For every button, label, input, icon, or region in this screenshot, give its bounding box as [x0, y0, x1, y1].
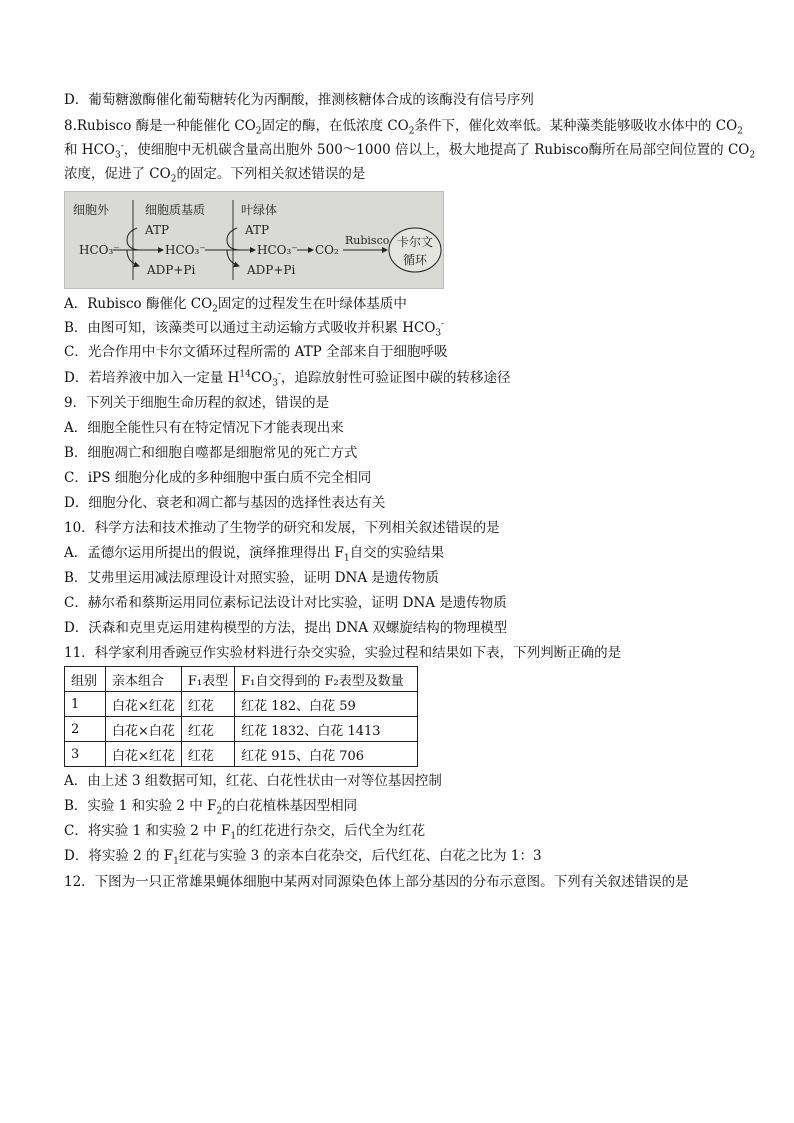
cell-group: 2	[65, 717, 106, 742]
table-header-row	[65, 667, 418, 692]
q10-option-b: B．艾弗里运用减法原理设计对照实验，证明 DNA 是遗传物质	[64, 570, 439, 586]
q11-option-b: B．实验 1 和实验 2 中 $F_2$的白花植株基因型相同	[64, 798, 358, 817]
atp-label-2: ATP	[245, 223, 270, 237]
header-parents: 亲本组合	[106, 667, 182, 692]
table-row	[65, 742, 418, 767]
cell-parents: 白花×红花	[106, 692, 182, 717]
adp-label-2: ADP+Pi	[247, 263, 296, 277]
q8-stem-line2: 和 $HCO_3^-$，使细胞中无机碳含量高出胞外 500～1000 倍以上，极大地提高了 Rubisco酶所在局部空间位置的 $CO_2$	[64, 141, 756, 161]
cell-group: 3	[65, 742, 106, 767]
atp-label-1: ATP	[145, 223, 170, 237]
label-outside: 细胞外	[73, 203, 110, 217]
q9-option-a: A．细胞全能性只有在特定情况下才能表现出来	[64, 420, 344, 436]
cell-f1: 红花	[181, 717, 234, 742]
d7-option: D．葡萄糖激酶催化葡萄糖转化为丙酮酸，推测核糖体合成的该酶没有信号序列	[64, 92, 534, 108]
q8-option-b: B．由图可知，该藻类可以通过主动运输方式吸收并积累 $HCO_3^-$	[64, 319, 445, 339]
cross-results-table	[64, 666, 418, 767]
cell-f1: 红花	[181, 692, 234, 717]
cell-parents: 白花×红花	[106, 742, 182, 767]
header-group: 组别	[65, 667, 106, 692]
adp-label-1: ADP+Pi	[147, 263, 196, 277]
hco3-matrix: HCO₃⁻	[165, 243, 206, 257]
cell-f2: 红花 915、白花 706	[235, 742, 418, 767]
q11-stem: 11．科学家利用香豌豆作实验材料进行杂交实验，实验过程和结果如下表，下列判断正确的是	[64, 645, 622, 661]
hco3-outside: HCO₃⁻	[79, 243, 120, 257]
rubisco-label: Rubisco	[345, 234, 390, 247]
q9-option-c: C．iPS 细胞分化成的多种细胞中蛋白质不完全相同	[64, 470, 372, 486]
q11-option-d: D．将实验 2 的 $F_1$红花与实验 3 的亲本白花杂交，后代红花、白花之比为 1：3	[64, 848, 542, 867]
header-f1-phenotype: F₁表型	[181, 667, 234, 692]
q10-option-c: C．赫尔希和蔡斯运用同位素标记法设计对比实验，证明 DNA 是遗传物质	[64, 595, 507, 611]
q10-option-a: A．孟德尔运用所提出的假说，演绎推理得出 $F_1$自交的实验结果	[64, 545, 445, 564]
q11-option-a: A．由上述 3 组数据可知，红花、白花性状由一对等位基因控制	[64, 773, 442, 789]
carbon-transport-diagram	[64, 191, 444, 289]
label-cytoplasm-matrix: 细胞质基质	[145, 203, 206, 217]
q9-stem: 9．下列关于细胞生命历程的叙述，错误的是	[64, 395, 330, 411]
q10-option-d: D．沃森和克里克运用建构模型的方法，提出 DNA 双螺旋结构的物理模型	[64, 620, 508, 636]
calvin-label-top: 卡尔文	[397, 235, 434, 249]
table-row	[65, 717, 418, 742]
cell-f2: 红花 1832、白花 1413	[235, 717, 418, 742]
q10-stem: 10．科学方法和技术推动了生物学的研究和发展，下列相关叙述错误的是	[64, 520, 500, 536]
q8-option-c: C．光合作用中卡尔文循环过程所需的 ATP 全部来自于细胞呼吸	[64, 344, 448, 360]
q8-stem-line1: 8.Rubisco 酶是一种能催化 $CO_2$固定的酶，在低浓度 $CO_2$条件下，催化效率低。某种藻类能够吸收水体中的 $CO_2$	[64, 118, 743, 137]
label-chloroplast: 叶绿体	[241, 203, 278, 217]
cell-f2: 红花 182、白花 59	[235, 692, 418, 717]
q11-option-c: C．将实验 1 和实验 2 中 $F_1$的红花进行杂交，后代全为红花	[64, 823, 426, 842]
cell-parents: 白花×白花	[106, 717, 182, 742]
co2-label: CO₂	[315, 243, 339, 257]
q9-option-b: B．细胞凋亡和细胞自噬都是细胞常见的死亡方式	[64, 445, 358, 461]
header-f2-results: F₁自交得到的 F₂表型及数量	[235, 667, 418, 692]
calvin-label-bottom: 循环	[403, 253, 428, 267]
cell-f1: 红花	[181, 742, 234, 767]
q8-stem-line3: 浓度，促进了 $CO_2$的固定。下列相关叙述错误的是	[64, 166, 366, 185]
q8-option-a: A．Rubisco 酶催化 $CO_2$固定的过程发生在叶绿体基质中	[64, 296, 407, 315]
table-row	[65, 692, 418, 717]
q8-option-d: D．若培养液中加入一定量 $H^{14}CO_3^-$，追踪放射性可验证图中碳的转移途径	[64, 369, 511, 389]
hco3-chloroplast: HCO₃⁻	[257, 243, 298, 257]
cell-group: 1	[65, 692, 106, 717]
q12-stem: 12．下图为一只正常雄果蝇体细胞中某两对同源染色体上部分基因的分布示意图。下列有关叙述错误的是	[64, 874, 689, 890]
q9-option-d: D．细胞分化、衰老和凋亡都与基因的选择性表达有关	[64, 495, 386, 511]
